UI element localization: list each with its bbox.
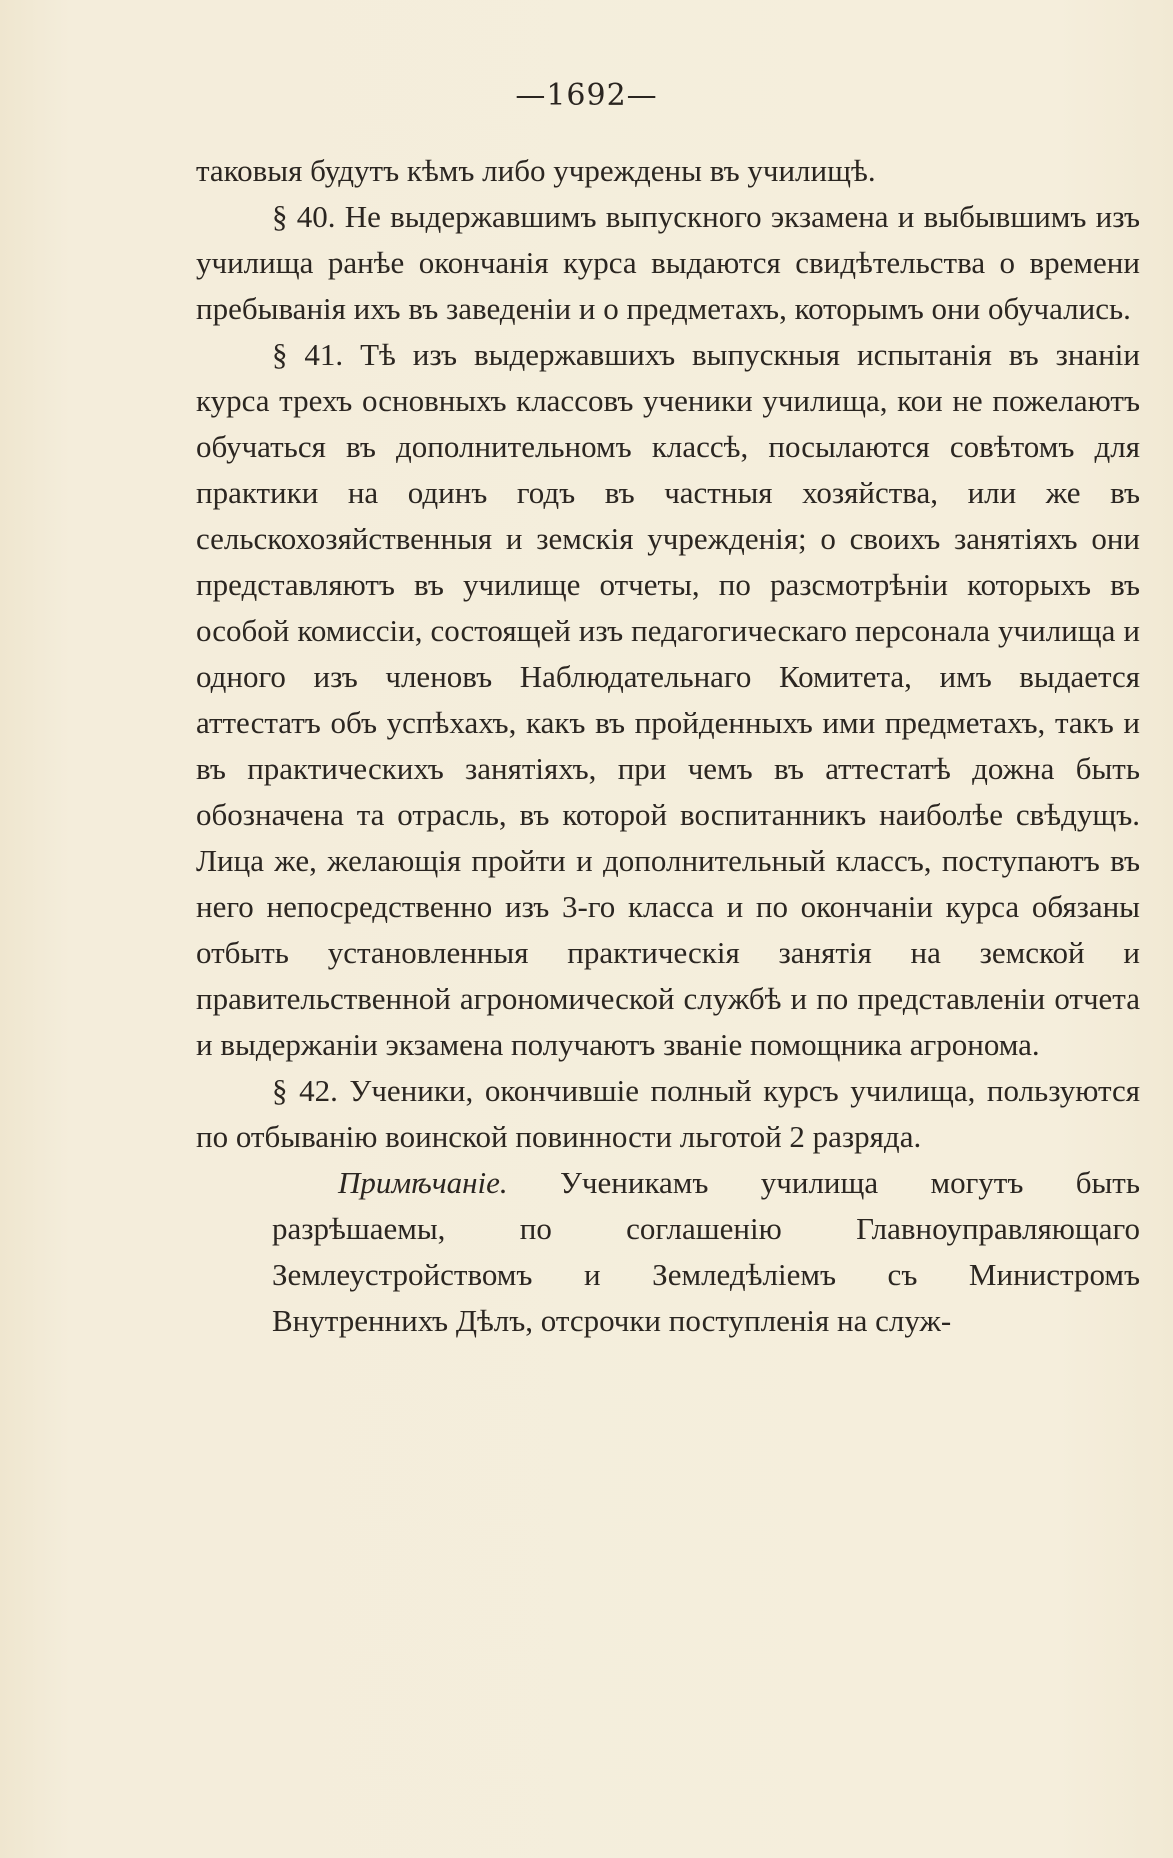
note-paragraph: [196, 1160, 1140, 1344]
page-number: —1692—: [515, 78, 658, 113]
paragraph-section-40: § 40. Не выдержавшимъ выпускного экзамена и выбывшимъ изъ училища ранѣе окончанія курса выдаются свидѣтельства о времени пребыванія ихъ въ заведеніи и о предметахъ, которымъ они обучались.: [196, 199, 1140, 326]
paragraph-section-42: § 42. Ученики, окончившіе полный курсъ училища, пользуются по отбыванію воинской повинности льготой 2 разряда.: [196, 1073, 1140, 1154]
body-text: [196, 148, 1140, 1344]
paragraph-continuation: таковыя будутъ кѣмъ либо учреждены въ училищѣ.: [196, 153, 876, 188]
note-label: Примѣчаніе.: [338, 1165, 508, 1200]
note-text: Ученикамъ училища могутъ быть разрѣшаемы, по соглашенію Главноуправляющаго Землеустройствомъ и Земледѣліемъ съ Министромъ Внутреннихъ Дѣлъ, отсрочки поступленія на служ-: [272, 1165, 1140, 1338]
paragraph-section-41: § 41. Тѣ изъ выдержавшихъ выпускныя испытанія въ знаніи курса трехъ основныхъ классовъ ученики училища, кои не пожелаютъ обучаться въ дополнительномъ классѣ, посылаются совѣтомъ для практики на одинъ годъ въ частныя хозяйства, или же въ сельскохозяйственныя и земскія учрежденія; о своихъ занятіяхъ они представляютъ въ училище отчеты, по разсмотрѣніи которыхъ въ особой комиссіи, состоящей изъ педагогическаго персонала училища и одного изъ членовъ Наблюдательнаго Комитета, имъ выдается аттестатъ объ успѣхахъ, какъ въ пройденныхъ ими предметахъ, такъ и въ практическихъ занятіяхъ, при чемъ въ аттестатѣ дожна быть обозначена та отрасль, въ которой воспитанникъ наиболѣе свѣдущъ. Лица же, желающія пройти и дополнительный классъ, поступаютъ въ него непосредственно изъ 3-го класса и по окончаніи курса обязаны отбыть установленныя практическія занятія на земской и правительственной агрономической службѣ и по представленіи отчета и выдержаніи экзамена получаютъ званіе помощника агронома.: [196, 337, 1140, 1062]
